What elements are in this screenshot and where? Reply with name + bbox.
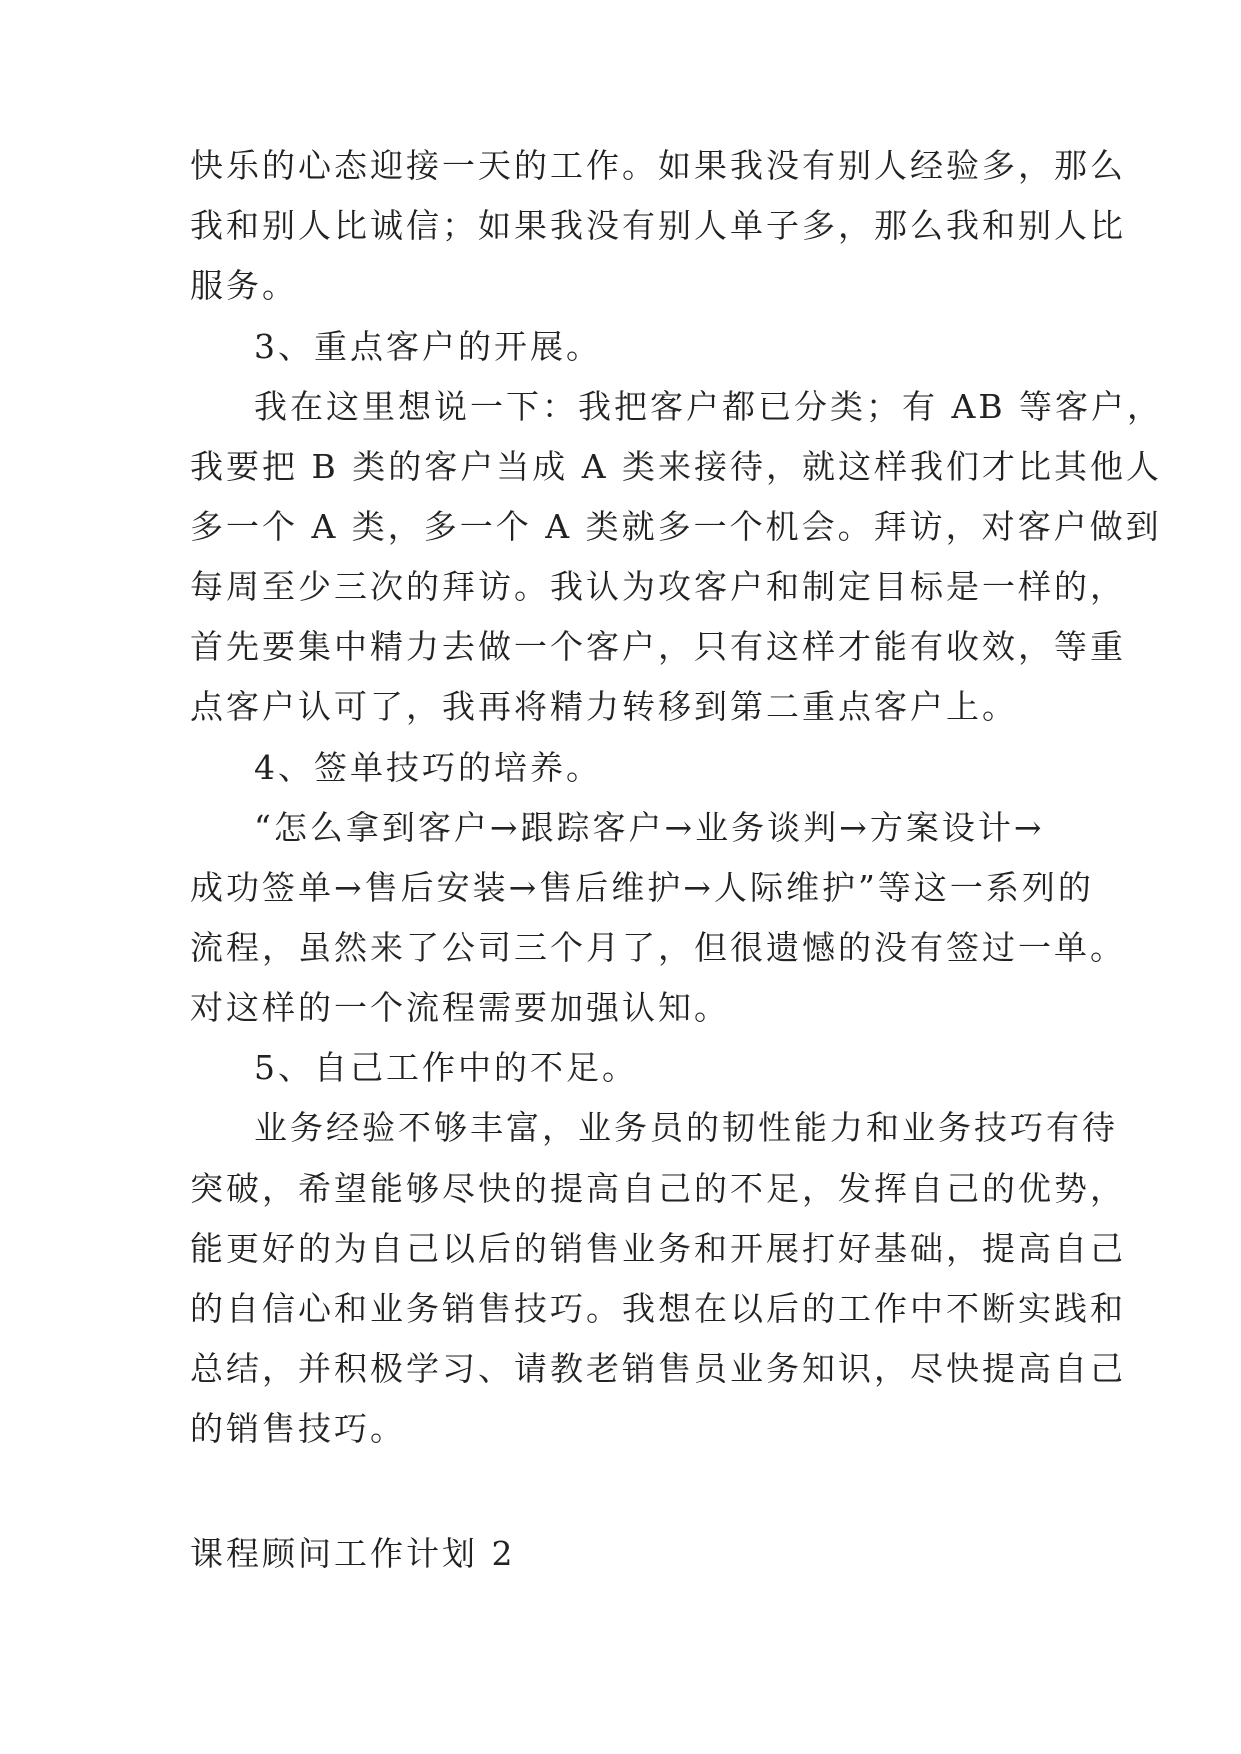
section-heading: 5、自己工作中的不足。: [254, 1048, 638, 1087]
text-line: 多一个 A 类，多一个 A 类就多一个机会。拜访，对客户做到: [190, 507, 1162, 546]
text-line: 流程，虽然来了公司三个月了，但很遗憾的没有签过一单。: [190, 928, 1126, 967]
text-line: 的自信心和业务销售技巧。我想在以后的工作中不断实践和: [190, 1289, 1126, 1328]
text-line: 对这样的一个流程需要加强认知。: [190, 988, 730, 1027]
text-line: 的销售技巧。: [190, 1409, 406, 1448]
text-line: 成功签单→售后安装→售后维护→人际维护”等这一系列的: [190, 868, 1094, 907]
text-line: 能更好的为自己以后的销售业务和开展打好基础，提高自己: [190, 1229, 1126, 1268]
text-line: 每周至少三次的拜访。我认为攻客户和制定目标是一样的，: [190, 567, 1126, 606]
text-line: 突破，希望能够尽快的提高自己的不足，发挥自己的优势，: [190, 1169, 1126, 1208]
text-line: 我和别人比诚信；如果我没有别人单子多，那么我和别人比: [190, 206, 1126, 245]
text-line: 总结，并积极学习、请教老销售员业务知识，尽快提高自己: [190, 1349, 1126, 1388]
text-line: 我要把 B 类的客户当成 A 类来接待，就这样我们才比其他人: [190, 447, 1163, 486]
text-line: 业务经验不够丰富，业务员的韧性能力和业务技巧有待: [254, 1108, 1118, 1147]
section-heading: 4、签单技巧的培养。: [254, 748, 602, 787]
text-line: 服务。: [190, 266, 298, 305]
document-heading: 课程顾问工作计划 2: [190, 1534, 516, 1573]
text-line: 首先要集中精力去做一个客户，只有这样才能有收效，等重: [190, 627, 1126, 666]
text-line: 快乐的心态迎接一天的工作。如果我没有别人经验多，那么: [190, 146, 1126, 185]
section-heading: 3、重点客户的开展。: [254, 327, 602, 366]
text-line: 点客户认可了，我再将精力转移到第二重点客户上。: [190, 687, 1018, 726]
text-line: 我在这里想说一下：我把客户都已分类；有 AB 等客户，: [254, 387, 1164, 426]
text-line: “怎么拿到客户→跟踪客户→业务谈判→方案设计→: [254, 808, 1045, 847]
